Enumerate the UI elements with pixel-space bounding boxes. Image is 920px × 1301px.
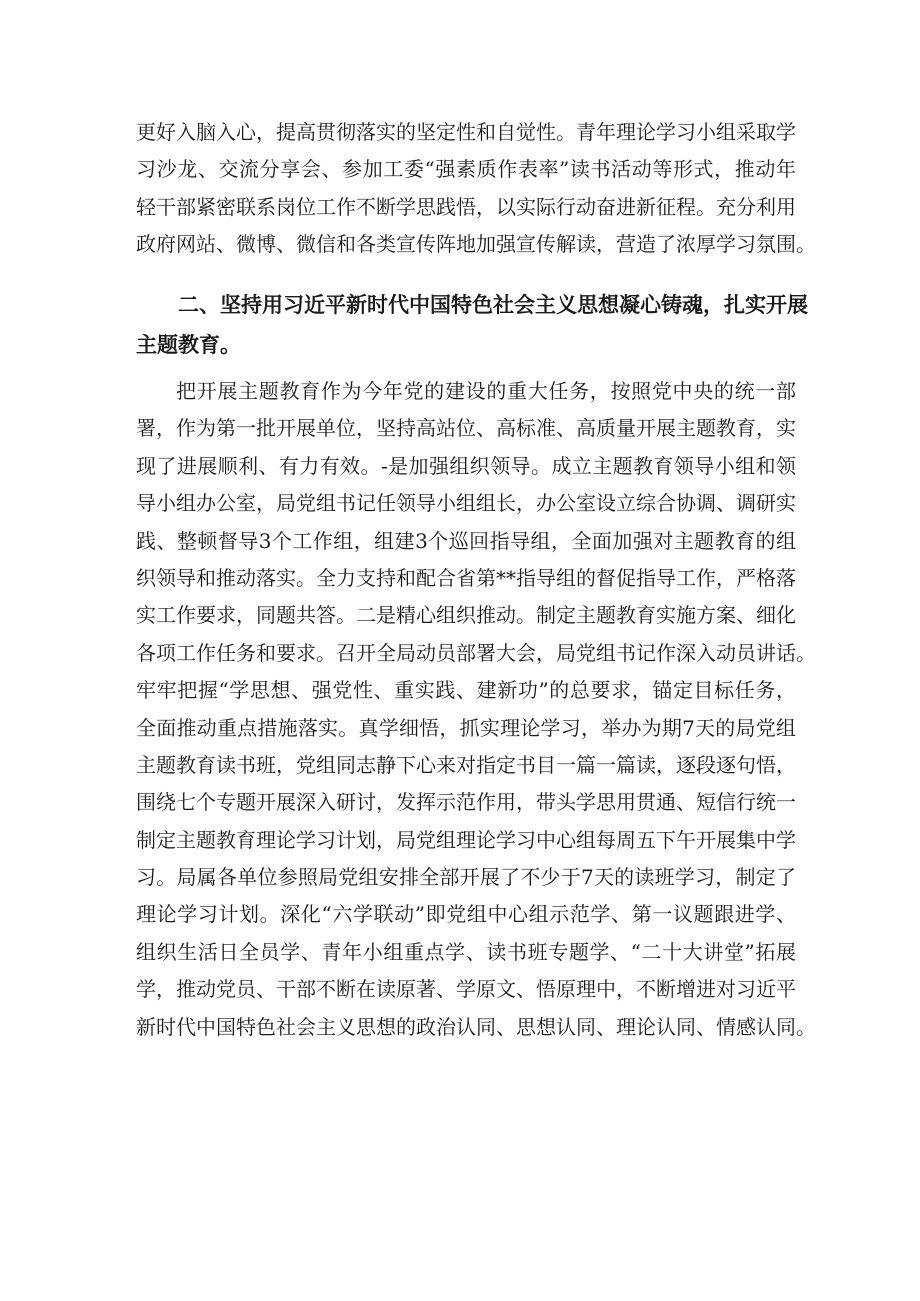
paragraph-line: 围绕七个专题开展深入研讨，发挥示范作用，带头学思用贯通、短信行统一 — [136, 790, 796, 815]
paragraph-line: 导小组办公室，局党组书记任领导小组组长，办公室设立综合协调、调研实 — [136, 491, 796, 516]
paragraph-line: 主题教育读书班，党组同志静下心来对指定书目一篇一篇读，逐段逐句悟， — [136, 752, 796, 777]
heading-line: 主题教育。 — [136, 333, 241, 357]
paragraph-line: 政府网站、微博、微信和各类宣传阵地加强宣传解读，营造了浓厚学习氛围。 — [136, 232, 816, 257]
paragraph-line: 制定主题教育理论学习计划，局党组理论学习中心组每周五下午开展集中学 — [136, 827, 796, 852]
section-heading — [136, 285, 808, 365]
paragraph-line: 组织生活日全员学、青年小组重点学、读书班专题学、“二十大讲堂”拓展 — [136, 939, 796, 964]
section-body-paragraph — [136, 373, 816, 1046]
paragraph-continuation — [136, 114, 816, 264]
paragraph-line: 践、整顿督导3个工作组，组建3个巡回指导组，全面加强对主题教育的组 — [136, 528, 796, 553]
paragraph-line: 习沙龙、交流分享会、参加工委“强素质作表率”读书活动等形式，推动年 — [136, 157, 796, 182]
paragraph-line: 实工作要求，同题共答。二是精心组织推动。制定主题教育实施方案、细化 — [136, 603, 796, 628]
paragraph-line: 各项工作任务和要求。召开全局动员部署大会，局党组书记作深入动员讲话。 — [136, 640, 816, 665]
paragraph-line: 习。局属各单位参照局党组安排全部开展了不少于7天的读班学习，制定了 — [136, 865, 796, 890]
paragraph-line: 轻干部紧密联系岗位工作不断学思践悟，以实际行动奋进新征程。充分利用 — [136, 194, 796, 219]
paragraph-line: 学，推动党员、干部不断在读原著、学原文、悟原理中，不断增进对习近平 — [136, 977, 796, 1002]
paragraph-line: 更好入脑入心，提高贯彻落实的坚定性和自觉性。青年理论学习小组采取学 — [136, 120, 796, 144]
paragraph-line: 把开展主题教育作为今年党的建设的重大任务，按照党中央的统一部 — [176, 379, 796, 403]
paragraph-line: 全面推动重点措施落实。真学细悟，抓实理论学习，举办为期7天的局党组 — [136, 715, 796, 740]
paragraph-line: 署，作为第一批开展单位，坚持高站位、高标准、高质量开展主题教育，实 — [136, 416, 796, 441]
paragraph-line: 理论学习计划。深化“六学联动”即党组中心组示范学、第一议题跟进学、 — [136, 902, 796, 927]
heading-line: 二、坚持用习近平新时代中国特色社会主义思想凝心铸魂，扎实开展 — [178, 293, 808, 317]
paragraph-line: 现了进展顺利、有力有效。-是加强组织领导。成立主题教育领导小组和领 — [136, 453, 796, 478]
paragraph-line: 织领导和推动落实。全力支持和配合省第**指导组的督促指导工作，严格落 — [136, 565, 796, 590]
paragraph-line: 新时代中国特色社会主义思想的政治认同、思想认同、理论认同、情感认同。 — [136, 1014, 816, 1039]
paragraph-line: 牢牢把握“学思想、强党性、重实践、建新功”的总要求，锚定目标任务， — [136, 678, 796, 703]
